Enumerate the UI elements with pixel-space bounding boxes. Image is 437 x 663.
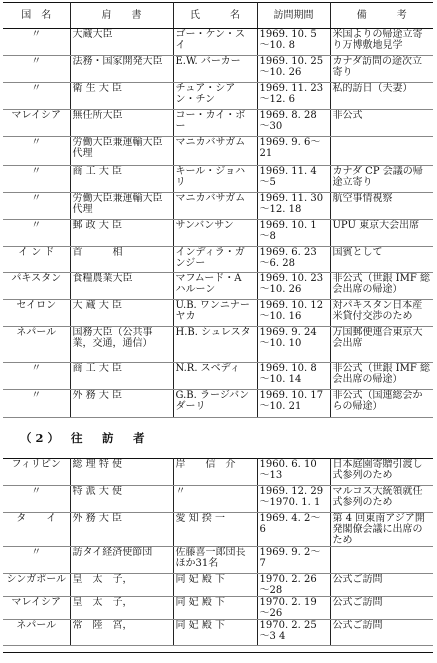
title-cell: 総 理 特 使: [70, 459, 173, 486]
name-cell: U.B. ワンニナーヤカ: [173, 300, 257, 327]
period-cell: 1969. 10. 5 ～10. 8: [257, 29, 330, 56]
header-title: 肩 書: [70, 3, 173, 29]
title-cell: 郵 政 大 臣: [70, 220, 173, 247]
period-cell: 1960. 6. 10 ～13: [257, 459, 330, 486]
period-cell: 1969. 10. 23 ～10. 26: [257, 273, 330, 300]
country-cell: 〃: [3, 363, 70, 390]
title-cell: 大 蔵 大 臣: [70, 300, 173, 327]
country-cell: マレイシア: [3, 597, 70, 620]
period-cell: 1970. 2. 19 ～26: [257, 597, 330, 620]
country-cell: 〃: [3, 390, 70, 418]
table-row: [3, 83, 433, 110]
period-cell: 1969. 10. 1 ～8: [257, 220, 330, 247]
name-cell: マニカバサガム: [173, 137, 257, 166]
table-row: [3, 220, 433, 247]
period-cell: 1969. 10. 17 ～10. 21: [257, 390, 330, 418]
header-remarks: 備 考: [330, 3, 433, 29]
name-cell: H.B. シュレスタ: [173, 327, 257, 363]
period-cell: 1969. 8. 28 ～30: [257, 110, 330, 137]
remarks-cell: 公式ご訪問: [330, 620, 433, 646]
table-row: [3, 390, 433, 418]
country-cell: ネパール: [3, 327, 70, 363]
table-row: [3, 513, 433, 547]
title-cell: 皇 太 子，: [70, 597, 173, 620]
period-cell: 1969. 12. 29 ～1970. 1. 1: [257, 486, 330, 513]
table-row: [3, 29, 433, 56]
name-cell: コー・カイ・ボー: [173, 110, 257, 137]
name-cell: 同 妃 殿 下: [173, 574, 257, 597]
remarks-cell: 非公式（世銀 IMF 総会出席の帰途）: [330, 273, 433, 300]
table-row: [3, 574, 433, 597]
outgoing-visits-table: [3, 458, 433, 646]
remarks-cell: 第 4 回東南アジア開発閣僚会議に出席のため: [330, 513, 433, 547]
name-cell: マニカバサガム: [173, 193, 257, 220]
title-cell: 無任所大臣: [70, 110, 173, 137]
name-cell: サンバンサン: [173, 220, 257, 247]
period-cell: 1969. 6. 23 ～6. 28: [257, 247, 330, 273]
title-cell: 商 工 大 臣: [70, 363, 173, 390]
title-cell: 食糧農業大臣: [70, 273, 173, 300]
table-row: [3, 300, 433, 327]
name-cell: キール・ジョハリ: [173, 166, 257, 193]
remarks-cell: カナダ訪問の途次立寄り: [330, 56, 433, 83]
remarks-cell: 非公式: [330, 110, 433, 137]
remarks-cell: 国賓として: [330, 247, 433, 273]
name-cell: 〃: [173, 486, 257, 513]
header-country: 国 名: [3, 3, 70, 29]
remarks-cell: 公式ご訪問: [330, 597, 433, 620]
visitors-body: [3, 29, 433, 418]
remarks-cell: カナダ CP 会議の帰途立寄り: [330, 166, 433, 193]
period-cell: 1970. 2. 26 ～28: [257, 574, 330, 597]
title-cell: 訪タイ経済使節団: [70, 547, 173, 574]
period-cell: 1969. 11. 4 ～5: [257, 166, 330, 193]
country-cell: タ イ: [3, 513, 70, 547]
title-cell: 首 相: [70, 247, 173, 273]
country-cell: シンガポール: [3, 574, 70, 597]
name-cell: マフムード・A ハルーン: [173, 273, 257, 300]
period-cell: 1969. 9. 2～ 7: [257, 547, 330, 574]
table-row: [3, 459, 433, 486]
country-cell: ネパール: [3, 620, 70, 646]
name-cell: ゴー・ケン・スイ: [173, 29, 257, 56]
bottom-rule: [3, 652, 433, 653]
remarks-cell: 米国よりの帰途立寄り万博敷地見学: [330, 29, 433, 56]
table-row: [3, 620, 433, 646]
header-name: 氏 名: [173, 3, 257, 29]
title-cell: 国務大臣（公共事業，交通，通信）: [70, 327, 173, 363]
country-cell: 〃: [3, 547, 70, 574]
title-cell: 商 工 大 臣: [70, 166, 173, 193]
remarks-cell: 非公式（世銀 IMF 総会出席の帰途）: [330, 363, 433, 390]
section-title-outgoing: （2） 往 訪 者: [20, 431, 149, 445]
remarks-cell: UPU 東京大会出席: [330, 220, 433, 247]
remarks-cell: 日本庭園寄贈引渡し式参列のため: [330, 459, 433, 486]
country-cell: 〃: [3, 486, 70, 513]
remarks-cell: 非公式（国連総会からの帰途）: [330, 390, 433, 418]
remarks-cell: マルコス大統領就任式参列のため: [330, 486, 433, 513]
title-cell: 外 務 大 臣: [70, 390, 173, 418]
period-cell: 1969. 10. 8 ～10. 14: [257, 363, 330, 390]
table-row: [3, 363, 433, 390]
table-row: [3, 137, 433, 166]
period-cell: 1969. 11. 30 ～12. 18: [257, 193, 330, 220]
name-cell: 岸 信 介: [173, 459, 257, 486]
period-cell: 1970. 2. 25 ～3 4: [257, 620, 330, 646]
table-row: [3, 56, 433, 83]
table-row: [3, 110, 433, 137]
period-cell: 1969. 11. 23 ～12. 6: [257, 83, 330, 110]
title-cell: 労働大臣兼運輸大臣代理: [70, 137, 173, 166]
period-cell: 1969. 9. 24 ～10. 10: [257, 327, 330, 363]
header-period: 訪問期間: [257, 3, 330, 29]
country-cell: 〃: [3, 29, 70, 56]
title-cell: 法務・国家開発大臣: [70, 56, 173, 83]
title-cell: 大蔵大臣: [70, 29, 173, 56]
country-cell: 〃: [3, 220, 70, 247]
table-row: [3, 273, 433, 300]
country-cell: 〃: [3, 83, 70, 110]
country-cell: セイロン: [3, 300, 70, 327]
remarks-cell: [330, 137, 433, 166]
country-cell: 〃: [3, 166, 70, 193]
header-row: [3, 3, 433, 29]
name-cell: N.R. スベディ: [173, 363, 257, 390]
table-row: [3, 597, 433, 620]
name-cell: チュア・シアン・チン: [173, 83, 257, 110]
title-cell: 衛 生 大 臣: [70, 83, 173, 110]
name-cell: 同 妃 殿 下: [173, 620, 257, 646]
country-cell: マレイシア: [3, 110, 70, 137]
name-cell: インディラ・ガンジー: [173, 247, 257, 273]
country-cell: イ ン ド: [3, 247, 70, 273]
title-cell: 外 務 大 臣: [70, 513, 173, 547]
name-cell: G.B. ラージバンダーリ: [173, 390, 257, 418]
name-cell: E.W. バーカー: [173, 56, 257, 83]
table-row: [3, 193, 433, 220]
period-cell: 1969. 4. 2～ 6: [257, 513, 330, 547]
name-cell: 同 妃 殿 下: [173, 597, 257, 620]
remarks-cell: 私的訪日（夫妻）: [330, 83, 433, 110]
country-cell: 〃: [3, 193, 70, 220]
country-cell: 〃: [3, 137, 70, 166]
title-cell: 特 派 大 使: [70, 486, 173, 513]
outgoing-visits-body: [3, 459, 433, 646]
name-cell: 佐藤喜一郎団長ほか31名: [173, 547, 257, 574]
period-cell: 1969. 9. 6～ 21: [257, 137, 330, 166]
remarks-cell: 対パキスタン日本産米貸付交渉のため: [330, 300, 433, 327]
table-row: [3, 327, 433, 363]
country-cell: フィリピン: [3, 459, 70, 486]
table-row: [3, 486, 433, 513]
remarks-cell: [330, 547, 433, 574]
remarks-cell: 航空事情視察: [330, 193, 433, 220]
table-row: [3, 547, 433, 574]
remarks-cell: 万国郵便連合東京大会出席: [330, 327, 433, 363]
country-cell: 〃: [3, 56, 70, 83]
title-cell: 労働大臣兼運輸大臣代理: [70, 193, 173, 220]
visitors-table: [3, 2, 433, 418]
title-cell: 常 陸 宮，: [70, 620, 173, 646]
country-cell: パキスタン: [3, 273, 70, 300]
remarks-cell: 公式ご訪問: [330, 574, 433, 597]
table-row: [3, 247, 433, 273]
name-cell: 愛 知 揆 一: [173, 513, 257, 547]
period-cell: 1969. 10. 12 ～10. 16: [257, 300, 330, 327]
table-row: [3, 166, 433, 193]
period-cell: 1969. 10. 25 ～10. 26: [257, 56, 330, 83]
title-cell: 皇 太 子，: [70, 574, 173, 597]
